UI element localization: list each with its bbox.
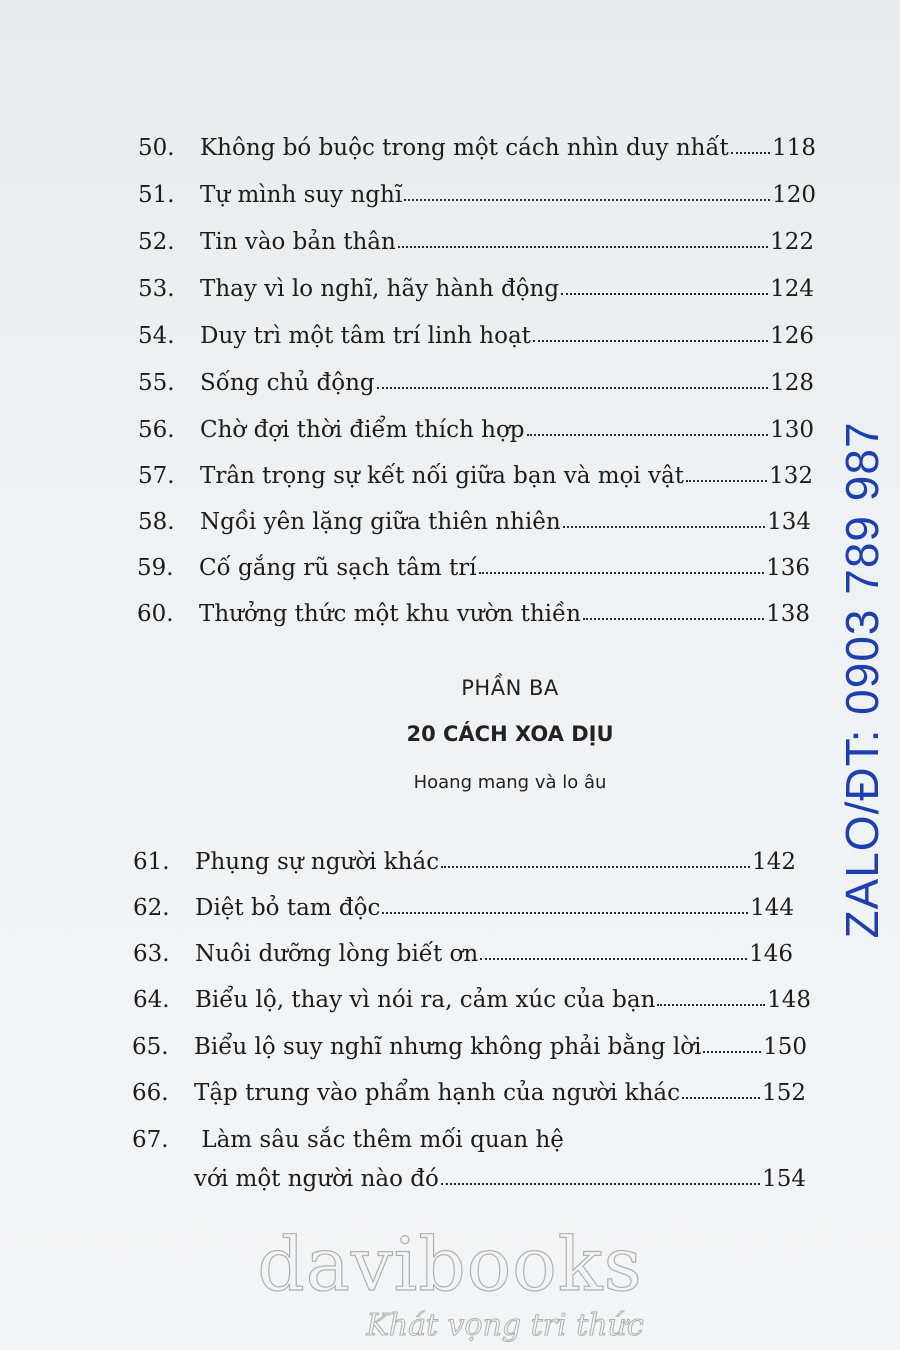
dot-leader [563, 526, 765, 528]
toc-number: 66. [132, 1080, 169, 1106]
dot-leader [731, 152, 770, 154]
toc-page-number: 152 [762, 1080, 806, 1106]
toc-number: 52. [138, 229, 175, 255]
toc-title: Thưởng thức một khu vườn thiền [199, 601, 581, 627]
toc-page-number: 150 [763, 1034, 807, 1060]
toc-title: Sống chủ động [200, 370, 375, 396]
toc-title: Biểu lộ suy nghĩ nhưng không phải bằng lời [194, 1034, 702, 1060]
toc-number: 67. [132, 1127, 169, 1153]
dot-leader [382, 912, 748, 914]
toc-title-continuation: với một người nào đó [194, 1166, 439, 1192]
dot-leader [686, 480, 767, 482]
toc-number: 57. [138, 463, 175, 489]
dot-leader [533, 340, 768, 342]
contact-watermark: ZALO/ĐT: 0903 789 987 [836, 421, 888, 939]
toc-entry-64 [133, 986, 811, 1014]
toc-number: 64. [133, 987, 170, 1013]
toc-title: Nuôi dưỡng lòng biết ơn [195, 941, 479, 967]
dot-leader [703, 1051, 761, 1053]
toc-number: 54. [138, 323, 175, 349]
dot-leader [657, 1004, 765, 1006]
toc-entry-58 [138, 508, 811, 536]
toc-number: 58. [138, 509, 175, 535]
toc-page-number: 138 [766, 601, 810, 627]
toc-entry-53 [138, 275, 814, 303]
dot-leader [404, 199, 770, 201]
toc-title: Cố gắng rũ sạch tâm trí [199, 555, 477, 581]
toc-page-number: 130 [770, 417, 814, 443]
toc-entry-59 [137, 554, 810, 582]
toc-entry-54 [138, 322, 814, 350]
toc-page-number: 134 [767, 509, 811, 535]
dot-leader [398, 246, 768, 248]
toc-number: 60. [137, 601, 174, 627]
toc-page-number: 154 [762, 1166, 806, 1192]
toc-number: 63. [133, 941, 170, 967]
toc-entry-61 [133, 848, 796, 876]
toc-entry-56 [138, 416, 814, 444]
toc-number: 53. [138, 276, 175, 302]
dot-leader [479, 572, 765, 574]
toc-page-number: 136 [766, 555, 810, 581]
toc-entry-67 [194, 1165, 806, 1193]
toc-title: Tự mình suy nghĩ [200, 182, 403, 208]
dot-leader [682, 1097, 760, 1099]
toc-page-number: 120 [772, 182, 816, 208]
dot-leader [561, 293, 768, 295]
part-label: PHẦN BA [461, 676, 559, 700]
toc-page-number: 128 [770, 370, 814, 396]
toc-title: Duy trì một tâm trí linh hoạt [200, 323, 531, 349]
toc-page-number: 126 [770, 323, 814, 349]
toc-title: Không bó buộc trong một cách nhìn duy nhất [200, 135, 729, 161]
toc-number: 59. [137, 555, 174, 581]
toc-title: Thay vì lo nghĩ, hãy hành động [200, 276, 560, 302]
toc-page-number: 146 [749, 941, 793, 967]
toc-title: Phụng sự người khác [195, 849, 440, 875]
toc-entry-60 [137, 600, 810, 628]
toc-entry-62 [133, 894, 794, 922]
toc-number: 50. [138, 135, 175, 161]
toc-entry-66 [132, 1079, 806, 1107]
dot-leader [441, 1183, 760, 1185]
toc-title: Làm sâu sắc thêm mối quan hệ [201, 1127, 564, 1153]
toc-number: 56. [138, 417, 175, 443]
toc-number: 65. [132, 1034, 169, 1060]
toc-title: Trân trọng sự kết nối giữa bạn và mọi vật [200, 463, 684, 489]
toc-title: Diệt bỏ tam độc [195, 895, 381, 921]
toc-entry-55 [138, 369, 814, 397]
toc-entry-65 [132, 1033, 807, 1061]
toc-title: Tin vào bản thân [200, 229, 396, 255]
toc-entry-52 [138, 228, 814, 256]
toc-entry-57 [138, 462, 813, 490]
toc-page-number: 132 [769, 463, 813, 489]
toc-title: Biểu lộ, thay vì nói ra, cảm xúc của bạn [195, 987, 656, 1013]
toc-page-number: 148 [767, 987, 811, 1013]
toc-number: 61. [133, 849, 170, 875]
dot-leader [583, 618, 764, 620]
toc-number: 51. [138, 182, 175, 208]
toc-title: Tập trung vào phẩm hạnh của người khác [194, 1080, 680, 1106]
dot-leader [441, 866, 750, 868]
toc-entry-67-first-line [132, 1126, 564, 1154]
part-subtitle: Hoang mang và lo âu [413, 772, 607, 793]
toc-page-number: 142 [752, 849, 796, 875]
toc-entry-63 [133, 940, 793, 968]
toc-number: 55. [138, 370, 175, 396]
toc-entry-50 [138, 134, 816, 162]
toc-page-number: 124 [770, 276, 814, 302]
toc-entry-51 [138, 181, 816, 209]
toc-page-number: 118 [772, 135, 816, 161]
toc-title: Chờ đợi thời điểm thích hợp [200, 417, 525, 443]
brand-watermark: davibooks [257, 1222, 643, 1308]
dot-leader [377, 387, 768, 389]
toc-number: 62. [133, 895, 170, 921]
part-title: 20 CÁCH XOA DỊU [406, 722, 614, 746]
tagline-watermark: Khát vọng tri thức [366, 1308, 644, 1343]
toc-page-number: 144 [750, 895, 794, 921]
dot-leader [480, 958, 747, 960]
toc-page-number: 122 [770, 229, 814, 255]
toc-title: Ngồi yên lặng giữa thiên nhiên [200, 509, 561, 535]
dot-leader [527, 434, 769, 436]
